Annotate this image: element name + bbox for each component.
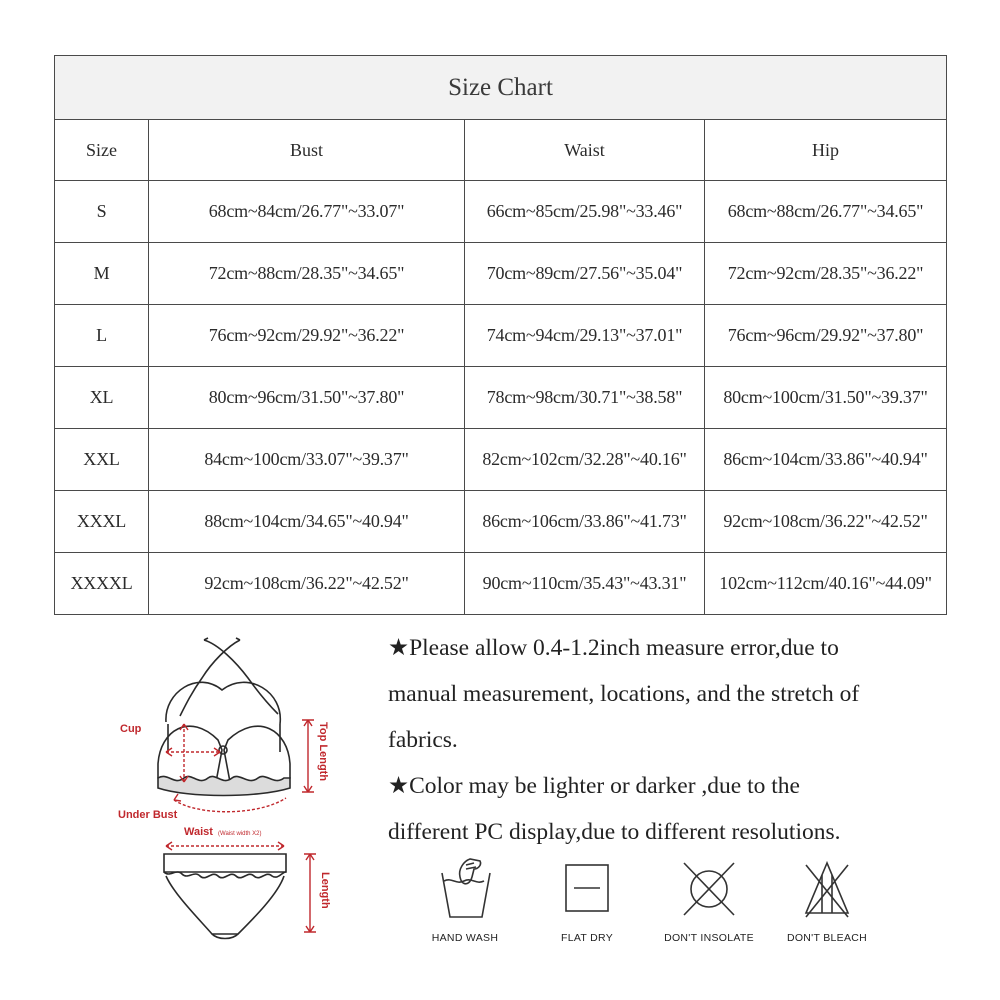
bust-cell: 68cm~84cm/26.77"~33.07" bbox=[149, 181, 465, 243]
waist-cell: 86cm~106cm/33.86"~41.73" bbox=[465, 491, 705, 553]
waist-cell: 78cm~98cm/30.71"~38.58" bbox=[465, 367, 705, 429]
bust-cell: 88cm~104cm/34.65"~40.94" bbox=[149, 491, 465, 553]
care-item-dont-bleach bbox=[772, 855, 882, 955]
table-row bbox=[55, 305, 947, 367]
notes-block bbox=[388, 625, 968, 855]
header-bust: Bust bbox=[149, 120, 465, 181]
waist-label: Waist bbox=[184, 826, 213, 838]
waist-cell: 66cm~85cm/25.98"~33.46" bbox=[465, 181, 705, 243]
bust-cell: 84cm~100cm/33.07"~39.37" bbox=[149, 429, 465, 491]
hip-cell: 68cm~88cm/26.77"~34.65" bbox=[705, 181, 947, 243]
note-line: ★Please allow 0.4-1.2inch measure error,due to bbox=[388, 635, 839, 661]
table-row bbox=[55, 429, 947, 491]
hip-cell: 86cm~104cm/33.86"~40.94" bbox=[705, 429, 947, 491]
care-label: DON'T INSOLATE bbox=[664, 932, 754, 944]
header-row bbox=[55, 120, 947, 181]
table-row bbox=[55, 243, 947, 305]
hip-cell: 102cm~112cm/40.16"~44.09" bbox=[705, 553, 947, 615]
size-cell: XL bbox=[55, 367, 149, 429]
table-row bbox=[55, 367, 947, 429]
care-instructions bbox=[410, 855, 930, 955]
waist-cell: 74cm~94cm/29.13"~37.01" bbox=[465, 305, 705, 367]
waist-cell: 70cm~89cm/27.56"~35.04" bbox=[465, 243, 705, 305]
care-label: HAND WASH bbox=[431, 932, 499, 944]
waist-measure-line bbox=[166, 842, 316, 932]
hip-cell: 80cm~100cm/31.50"~39.37" bbox=[705, 367, 947, 429]
top-length-label: Top Length bbox=[317, 722, 329, 782]
care-item-flat-dry bbox=[532, 855, 642, 955]
size-cell: M bbox=[55, 243, 149, 305]
cup-label: Cup bbox=[120, 723, 142, 735]
hip-cell: 92cm~108cm/36.22"~42.52" bbox=[705, 491, 947, 553]
under-bust-label: Under Bust bbox=[118, 809, 178, 821]
size-cell: XXXL bbox=[55, 491, 149, 553]
waist-cell: 82cm~102cm/32.28"~40.16" bbox=[465, 429, 705, 491]
table-row bbox=[55, 491, 947, 553]
size-chart-table bbox=[54, 55, 947, 615]
hip-cell: 72cm~92cm/28.35"~36.22" bbox=[705, 243, 947, 305]
waist-note-label: (Waist width X2) bbox=[218, 831, 262, 837]
note-line: ★Color may be lighter or darker ,due to the bbox=[388, 773, 800, 799]
flat-dry-icon bbox=[552, 855, 622, 927]
care-label: DON'T BLEACH bbox=[786, 932, 868, 944]
bust-cell: 76cm~92cm/29.92"~36.22" bbox=[149, 305, 465, 367]
size-cell: L bbox=[55, 305, 149, 367]
bikini-top-drawing bbox=[158, 638, 290, 796]
size-cell: S bbox=[55, 181, 149, 243]
header-size: Size bbox=[55, 120, 149, 181]
care-label: FLAT DRY bbox=[561, 932, 613, 944]
size-cell: XXL bbox=[55, 429, 149, 491]
size-chart-title: Size Chart bbox=[55, 56, 947, 120]
note-line: manual measurement, locations, and the stretch of bbox=[388, 681, 860, 707]
size-cell: XXXXL bbox=[55, 553, 149, 615]
hip-cell: 76cm~96cm/29.92"~37.80" bbox=[705, 305, 947, 367]
header-waist: Waist bbox=[465, 120, 705, 181]
bust-cell: 92cm~108cm/36.22"~42.52" bbox=[149, 553, 465, 615]
dont-bleach-icon bbox=[792, 855, 862, 927]
hand-wash-icon bbox=[430, 855, 500, 927]
bikini-bottom-drawing bbox=[164, 854, 286, 939]
care-item-hand-wash bbox=[410, 855, 520, 955]
note-line: fabrics. bbox=[388, 727, 458, 753]
top-measure-lines bbox=[166, 720, 314, 812]
measurement-diagram bbox=[108, 632, 358, 952]
dont-insolate-icon bbox=[674, 855, 744, 927]
length-label: Length bbox=[319, 872, 331, 909]
note-line: different PC display,due to different resolutions. bbox=[388, 819, 841, 845]
waist-cell: 90cm~110cm/35.43"~43.31" bbox=[465, 553, 705, 615]
care-item-dont-insolate bbox=[654, 855, 764, 955]
table-row bbox=[55, 181, 947, 243]
table-row bbox=[55, 553, 947, 615]
bust-cell: 80cm~96cm/31.50"~37.80" bbox=[149, 367, 465, 429]
bust-cell: 72cm~88cm/28.35"~34.65" bbox=[149, 243, 465, 305]
header-hip: Hip bbox=[705, 120, 947, 181]
